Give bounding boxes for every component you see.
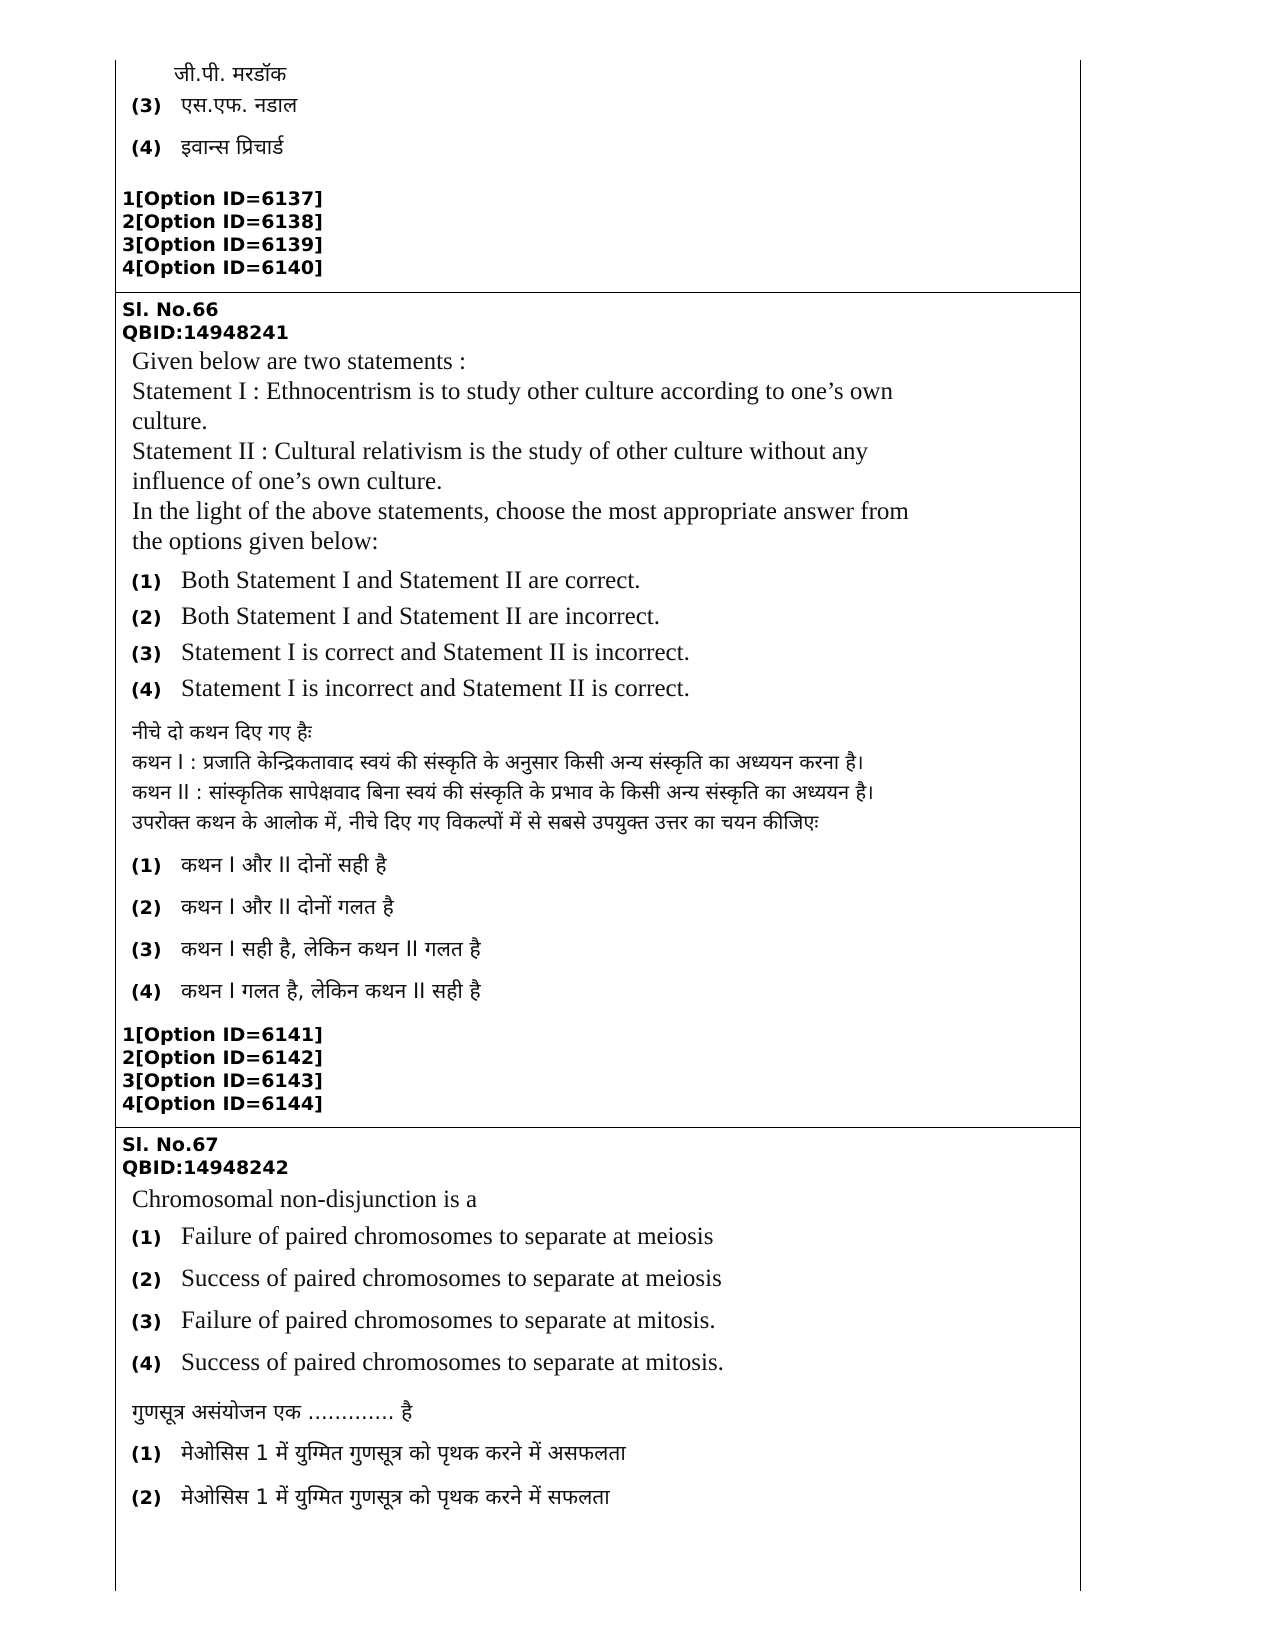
option-text: एस.एफ. नडाल	[181, 93, 298, 117]
option-number: (1)	[131, 1227, 162, 1249]
option-number: (1)	[131, 1443, 162, 1465]
option-text: Both Statement I and Statement II are incorrect.	[181, 603, 660, 630]
option-3	[116, 935, 1080, 977]
option-number: (2)	[131, 607, 162, 629]
option-2	[116, 893, 1080, 935]
option-text: इवान्स प्रिचार्ड	[181, 135, 284, 159]
option-3	[116, 1307, 1080, 1349]
option-4	[116, 1349, 1080, 1391]
option-text: कथन I और II दोनों गलत है	[181, 895, 394, 919]
question-header	[116, 293, 1080, 345]
question-line: In the light of the above statements, choose the most appropriate answer from	[132, 498, 909, 525]
option-text: कथन I गलत है, लेकिन कथन II सही है	[181, 979, 481, 1003]
option-id: 1[Option ID=6137]	[122, 188, 323, 210]
question-line: उपरोक्त कथन के आलोक में, नीचे दिए गए विकल्पों में से सबसे उपयुक्त उत्तर का चयन कीजिएः	[132, 810, 819, 834]
option-1	[116, 1439, 1080, 1483]
question-header	[116, 1128, 1080, 1180]
option-text: मेओसिस 1 में युग्मित गुणसूत्र को पृथक करने में असफलता	[181, 1441, 626, 1465]
option-number: (3)	[131, 95, 162, 117]
option-number: (2)	[131, 1269, 162, 1291]
option-2	[116, 1483, 1080, 1527]
question-paper-frame	[115, 60, 1081, 1591]
question-line: Statement II : Cultural relativism is the study of other culture without any	[132, 438, 868, 465]
option-id-list	[116, 1024, 323, 1116]
option-text: कथन I और II दोनों सही है	[181, 853, 387, 877]
question-65-tail	[116, 60, 1080, 292]
serial-number: Sl. No.66	[122, 299, 219, 321]
option-id: 3[Option ID=6143]	[122, 1070, 323, 1092]
option-number: (4)	[131, 137, 162, 159]
option-1	[116, 567, 1080, 603]
option-1	[116, 851, 1080, 893]
option-number: (4)	[131, 981, 162, 1003]
option-number: (3)	[131, 643, 162, 665]
option-id: 1[Option ID=6141]	[122, 1024, 323, 1046]
qbid: QBID:14948241	[122, 322, 289, 344]
continuation-line: जी.पी. मरडॉक	[174, 62, 287, 86]
option-text: Statement I is correct and Statement II is incorrect.	[181, 639, 690, 666]
option-text: Failure of paired chromosomes to separate at meiosis	[181, 1223, 714, 1250]
option-text: Failure of paired chromosomes to separate at mitosis.	[181, 1307, 716, 1334]
question-66	[116, 292, 1080, 1127]
question-line: influence of one’s own culture.	[132, 468, 443, 495]
question-text-hi	[116, 711, 1080, 837]
options-hi	[116, 1429, 1080, 1527]
question-text-en	[116, 345, 1080, 557]
question-line: गुणसूत्र असंयोजन एक ............. है	[132, 1400, 413, 1424]
question-line: कथन I : प्रजाति केन्द्रिकतावाद स्वयं की संस्कृति के अनुसार किसी अन्य संस्कृति का अध्ययन करना है।	[132, 750, 864, 774]
option-text: Success of paired chromosomes to separate at mitosis.	[181, 1349, 724, 1376]
option-number: (2)	[131, 897, 162, 919]
option-text: Statement I is incorrect and Statement II is correct.	[181, 675, 690, 702]
option-id: 3[Option ID=6139]	[122, 234, 323, 256]
option-number: (1)	[131, 855, 162, 877]
question-line: Given below are two statements :	[132, 348, 466, 375]
option-number: (3)	[131, 1311, 162, 1333]
option-text: Success of paired chromosomes to separate at meiosis	[181, 1265, 722, 1292]
options-en	[116, 1215, 1080, 1391]
option-2	[116, 603, 1080, 639]
option-id: 2[Option ID=6142]	[122, 1047, 323, 1069]
serial-number: Sl. No.67	[122, 1134, 219, 1156]
options-en	[116, 557, 1080, 711]
option-id: 2[Option ID=6138]	[122, 211, 323, 233]
option-number: (1)	[131, 571, 162, 593]
option-number: (3)	[131, 939, 162, 961]
option-4	[116, 133, 283, 161]
option-id: 4[Option ID=6140]	[122, 257, 323, 279]
option-text: मेओसिस 1 में युग्मित गुणसूत्र को पृथक करने में सफलता	[181, 1485, 610, 1509]
option-id: 4[Option ID=6144]	[122, 1093, 323, 1115]
option-text: Both Statement I and Statement II are correct.	[181, 567, 641, 594]
question-line: नीचे दो कथन दिए गए हैः	[132, 720, 312, 744]
option-1	[116, 1223, 1080, 1265]
qbid: QBID:14948242	[122, 1157, 289, 1179]
options-hi	[116, 837, 1080, 1019]
option-4	[116, 977, 1080, 1019]
option-4	[116, 675, 1080, 711]
option-2	[116, 1265, 1080, 1307]
option-number: (4)	[131, 679, 162, 701]
question-text-en	[116, 1180, 1080, 1215]
option-3	[116, 91, 297, 119]
question-67	[116, 1127, 1080, 1527]
option-number: (2)	[131, 1487, 162, 1509]
question-line: कथन II : सांस्कृतिक सापेक्षवाद बिना स्वयं की संस्कृति के प्रभाव के किसी अन्य संस्कृति का अध्ययन है।	[132, 780, 874, 804]
question-line: Chromosomal non-disjunction is a	[132, 1186, 478, 1213]
question-text-hi	[116, 1391, 1080, 1429]
option-text: कथन I सही है, लेकिन कथन II गलत है	[181, 937, 481, 961]
option-id-list	[116, 188, 323, 280]
question-line: culture.	[132, 408, 208, 435]
option-3	[116, 639, 1080, 675]
question-line: the options given below:	[132, 528, 379, 555]
question-line: Statement I : Ethnocentrism is to study other culture according to one’s own	[132, 378, 893, 405]
option-number: (4)	[131, 1353, 162, 1375]
